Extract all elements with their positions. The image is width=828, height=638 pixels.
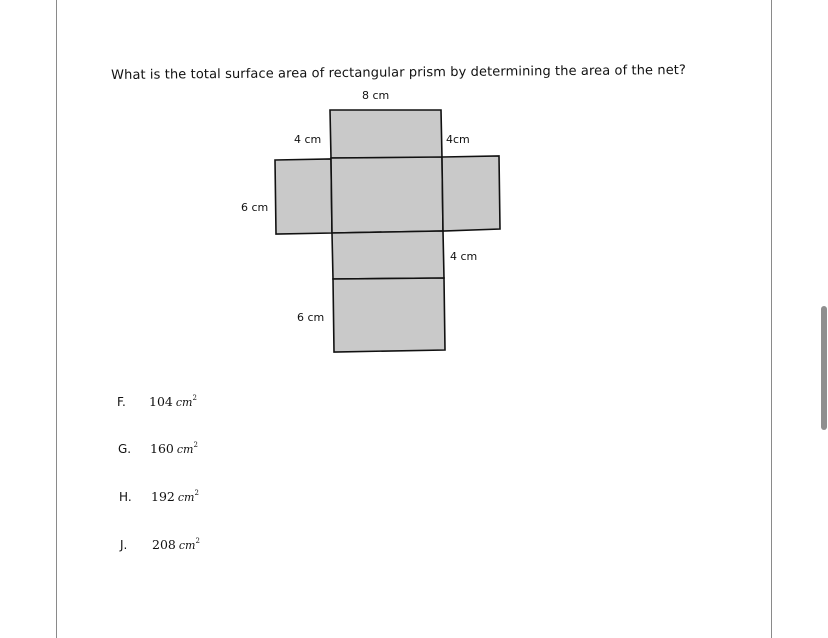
label-top-right-side: 4cm [446,133,470,146]
choice-value: 104 [149,394,173,409]
label-top-width: 8 cm [362,89,390,102]
label-right-middle: 4 cm [450,250,478,263]
question-text: What is the total surface area of rectangular prism by determining the area of the net? [111,62,687,83]
choice-g[interactable] [118,441,198,456]
label-top-left-side: 4 cm [294,133,322,146]
choice-j[interactable] [120,537,200,552]
choice-exponent: 2 [195,537,200,545]
choice-letter: G. [118,442,132,456]
choice-exponent: 2 [193,441,198,449]
choice-letter: J. [120,538,128,552]
choice-exponent: 2 [192,394,197,402]
choice-value: 160 [150,441,174,456]
choice-unit: cm [176,443,194,456]
choice-letter: F. [117,395,126,409]
choice-unit: cm [178,539,196,552]
choice-value: 208 [152,537,176,552]
scrollbar-track[interactable] [818,0,828,638]
choice-letter: H. [119,490,132,504]
label-bottom-side: 6 cm [297,311,325,324]
choice-unit: cm [177,491,195,504]
choice-f[interactable] [117,394,197,409]
scrollbar-thumb[interactable] [821,306,827,430]
choice-h[interactable] [119,489,199,504]
label-left-height: 6 cm [241,201,269,214]
choice-value: 192 [151,489,175,504]
choice-exponent: 2 [194,489,199,497]
choice-unit: cm [175,396,193,409]
